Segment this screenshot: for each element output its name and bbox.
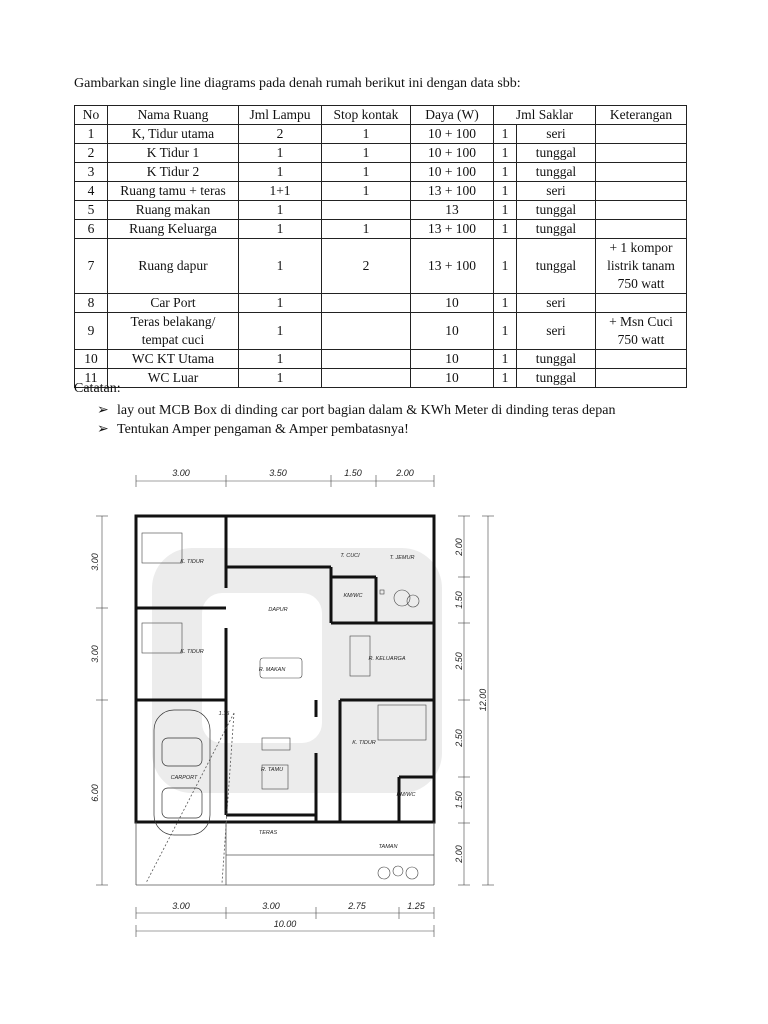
cell-stop-kontak bbox=[322, 350, 411, 369]
cell-nama-ruang: Car Port bbox=[108, 294, 239, 313]
dim-left-2: 3.00 bbox=[90, 645, 100, 663]
label-r-tamu: R. TAMU bbox=[260, 767, 284, 773]
cell-keterangan bbox=[596, 369, 687, 388]
cell-stop-kontak: 1 bbox=[322, 182, 411, 201]
label-taman: TAMAN bbox=[378, 844, 398, 850]
header-jml-lampu: Jml Lampu bbox=[239, 106, 322, 125]
cell-saklar-jenis: tunggal bbox=[516, 369, 595, 388]
cell-jml-lampu: 1 bbox=[239, 239, 322, 294]
label-k-tidur-top: K. TIDUR bbox=[180, 559, 204, 565]
header-jml-saklar: Jml Saklar bbox=[494, 106, 596, 125]
label-carport: CARPORT bbox=[170, 775, 198, 781]
cell-daya: 10 bbox=[411, 350, 494, 369]
cell-daya: 13 + 100 bbox=[411, 220, 494, 239]
dim-top-2: 3.50 bbox=[269, 468, 287, 478]
cell-no: 10 bbox=[75, 350, 108, 369]
cell-jml-lampu: 1 bbox=[239, 201, 322, 220]
dim-right-5: 1.50 bbox=[454, 791, 464, 809]
cell-daya: 13 + 100 bbox=[411, 239, 494, 294]
cell-daya: 10 bbox=[411, 294, 494, 313]
cell-no: 6 bbox=[75, 220, 108, 239]
cell-saklar-jenis: tunggal bbox=[516, 239, 595, 294]
cell-daya: 10 + 100 bbox=[411, 144, 494, 163]
cell-nama-ruang: WC KT Utama bbox=[108, 350, 239, 369]
label-km-wc-top: KM/WC bbox=[343, 593, 363, 599]
dim-bottom-1: 3.00 bbox=[172, 901, 190, 911]
cell-daya: 13 bbox=[411, 201, 494, 220]
cell-nama-ruang: WC Luar bbox=[108, 369, 239, 388]
dim-top-1: 3.00 bbox=[172, 468, 190, 478]
cell-daya: 10 bbox=[411, 313, 494, 350]
label-k-tidur-mid: K. TIDUR bbox=[180, 649, 204, 655]
cell-jml-lampu: 1 bbox=[239, 163, 322, 182]
cell-no: 9 bbox=[75, 313, 108, 350]
cell-jml-saklar: 1 bbox=[494, 182, 517, 201]
cell-keterangan bbox=[596, 201, 687, 220]
cell-keterangan bbox=[596, 125, 687, 144]
label-km-wc-bottom: KM/WC bbox=[396, 792, 416, 798]
cell-nama-ruang: Teras belakang/ tempat cuci bbox=[108, 313, 239, 350]
table-row bbox=[75, 369, 687, 388]
cell-no: 8 bbox=[75, 294, 108, 313]
dim-right-3: 2.50 bbox=[454, 652, 464, 670]
dim-bottom-2: 3.00 bbox=[262, 901, 280, 911]
header-stop-kontak: Stop kontak bbox=[322, 106, 411, 125]
bullet-arrow-icon: ➢ bbox=[97, 403, 109, 418]
cell-saklar-jenis: tunggal bbox=[516, 144, 595, 163]
cell-keterangan bbox=[596, 144, 687, 163]
dim-right-4: 2.50 bbox=[454, 729, 464, 747]
floor-plan bbox=[82, 453, 502, 945]
table-row bbox=[75, 163, 687, 182]
cell-nama-ruang: K Tidur 2 bbox=[108, 163, 239, 182]
cell-stop-kontak bbox=[322, 313, 411, 350]
cell-nama-ruang: Ruang Keluarga bbox=[108, 220, 239, 239]
cell-jml-saklar: 1 bbox=[494, 350, 517, 369]
cell-jml-lampu: 1+1 bbox=[239, 182, 322, 201]
cell-stop-kontak: 1 bbox=[322, 163, 411, 182]
dim-right-6: 2.00 bbox=[454, 845, 464, 863]
cell-saklar-jenis: tunggal bbox=[516, 220, 595, 239]
cell-daya: 10 bbox=[411, 369, 494, 388]
cell-saklar-jenis: seri bbox=[516, 125, 595, 144]
cell-saklar-jenis: tunggal bbox=[516, 163, 595, 182]
label-k-tidur-right: K. TIDUR bbox=[352, 740, 376, 746]
table-row bbox=[75, 313, 687, 350]
cell-keterangan bbox=[596, 294, 687, 313]
cell-jml-saklar: 1 bbox=[494, 313, 517, 350]
header-no: No bbox=[75, 106, 108, 125]
table-row bbox=[75, 350, 687, 369]
cell-jml-saklar: 1 bbox=[494, 239, 517, 294]
cell-jml-lampu: 1 bbox=[239, 369, 322, 388]
cell-no: 5 bbox=[75, 201, 108, 220]
dim-bottom-total: 10.00 bbox=[273, 919, 297, 929]
cell-jml-lampu: 1 bbox=[239, 220, 322, 239]
cell-no: 4 bbox=[75, 182, 108, 201]
label-dapur: DAPUR bbox=[268, 607, 288, 613]
cell-keterangan bbox=[596, 163, 687, 182]
cell-saklar-jenis: seri bbox=[516, 313, 595, 350]
cell-daya: 10 + 100 bbox=[411, 125, 494, 144]
label-t-cuci: T. CUCI bbox=[340, 553, 360, 559]
cell-jml-lampu: 1 bbox=[239, 313, 322, 350]
cell-saklar-jenis: tunggal bbox=[516, 201, 595, 220]
cell-jml-saklar: 1 bbox=[494, 201, 517, 220]
cell-stop-kontak bbox=[322, 294, 411, 313]
table-row bbox=[75, 220, 687, 239]
dim-right-2: 1.50 bbox=[454, 591, 464, 609]
cell-keterangan bbox=[596, 350, 687, 369]
cell-nama-ruang: Ruang makan bbox=[108, 201, 239, 220]
cell-keterangan bbox=[596, 220, 687, 239]
cell-jml-lampu: 1 bbox=[239, 294, 322, 313]
table-row bbox=[75, 125, 687, 144]
cell-jml-lampu: 2 bbox=[239, 125, 322, 144]
table-row bbox=[75, 182, 687, 201]
cell-saklar-jenis: tunggal bbox=[516, 350, 595, 369]
table-row bbox=[75, 294, 687, 313]
cell-jml-saklar: 1 bbox=[494, 294, 517, 313]
cell-jml-saklar: 1 bbox=[494, 220, 517, 239]
table-row bbox=[75, 239, 687, 294]
cell-saklar-jenis: seri bbox=[516, 182, 595, 201]
table-row bbox=[75, 144, 687, 163]
cell-daya: 13 + 100 bbox=[411, 182, 494, 201]
cell-keterangan: + 1 kompor listrik tanam 750 watt bbox=[596, 239, 687, 294]
label-teras: TERAS bbox=[258, 830, 278, 836]
bullet-arrow-icon: ➢ bbox=[97, 422, 109, 437]
cell-jml-saklar: 1 bbox=[494, 369, 517, 388]
cell-no: 2 bbox=[75, 144, 108, 163]
header-nama-ruang: Nama Ruang bbox=[108, 106, 239, 125]
cell-stop-kontak: 1 bbox=[322, 125, 411, 144]
table-header-row bbox=[75, 106, 687, 125]
cell-no: 7 bbox=[75, 239, 108, 294]
note-item: ➢ lay out MCB Box di dinding car port bagian dalam & KWh Meter di dinding teras depan bbox=[97, 403, 616, 418]
label-sill-mark: 1.15 bbox=[218, 711, 230, 717]
cell-no: 1 bbox=[75, 125, 108, 144]
label-t-jemur: T. JEMUR bbox=[389, 555, 415, 561]
cell-jml-lampu: 1 bbox=[239, 144, 322, 163]
dim-right-total: 12.00 bbox=[478, 688, 488, 712]
cell-stop-kontak: 2 bbox=[322, 239, 411, 294]
dim-top-4: 2.00 bbox=[396, 468, 414, 478]
cell-keterangan bbox=[596, 182, 687, 201]
notes-title: Catatan: bbox=[74, 381, 121, 396]
cell-no: 3 bbox=[75, 163, 108, 182]
label-r-makan: R. MAKAN bbox=[258, 667, 286, 673]
cell-stop-kontak: 1 bbox=[322, 144, 411, 163]
cell-keterangan: + Msn Cuci 750 watt bbox=[596, 313, 687, 350]
header-daya: Daya (W) bbox=[411, 106, 494, 125]
dim-bottom-4: 1.25 bbox=[407, 901, 425, 911]
dim-right-1: 2.00 bbox=[454, 538, 464, 556]
cell-daya: 10 + 100 bbox=[411, 163, 494, 182]
cell-jml-saklar: 1 bbox=[494, 144, 517, 163]
cell-nama-ruang: Ruang dapur bbox=[108, 239, 239, 294]
cell-nama-ruang: Ruang tamu + teras bbox=[108, 182, 239, 201]
cell-stop-kontak: 1 bbox=[322, 220, 411, 239]
cell-stop-kontak bbox=[322, 201, 411, 220]
load-table bbox=[74, 105, 687, 388]
cell-nama-ruang: K Tidur 1 bbox=[108, 144, 239, 163]
intro-text: Gambarkan single line diagrams pada denah rumah berikut ini dengan data sbb: bbox=[74, 76, 521, 91]
cell-nama-ruang: K, Tidur utama bbox=[108, 125, 239, 144]
dim-bottom-3: 2.75 bbox=[348, 901, 366, 911]
cell-jml-saklar: 1 bbox=[494, 163, 517, 182]
cell-no: 11 bbox=[75, 369, 108, 388]
dim-left-1: 3.00 bbox=[90, 553, 100, 571]
table-row bbox=[75, 201, 687, 220]
cell-saklar-jenis: seri bbox=[516, 294, 595, 313]
cell-jml-saklar: 1 bbox=[494, 125, 517, 144]
label-r-keluarga: R. KELUARGA bbox=[368, 656, 406, 662]
dim-left-3: 6.00 bbox=[90, 784, 100, 802]
cell-jml-lampu: 1 bbox=[239, 350, 322, 369]
dim-top-3: 1.50 bbox=[344, 468, 362, 478]
note-item: ➢ Tentukan Amper pengaman & Amper pembatasnya! bbox=[97, 422, 409, 437]
header-keterangan: Keterangan bbox=[596, 106, 687, 125]
cell-stop-kontak bbox=[322, 369, 411, 388]
